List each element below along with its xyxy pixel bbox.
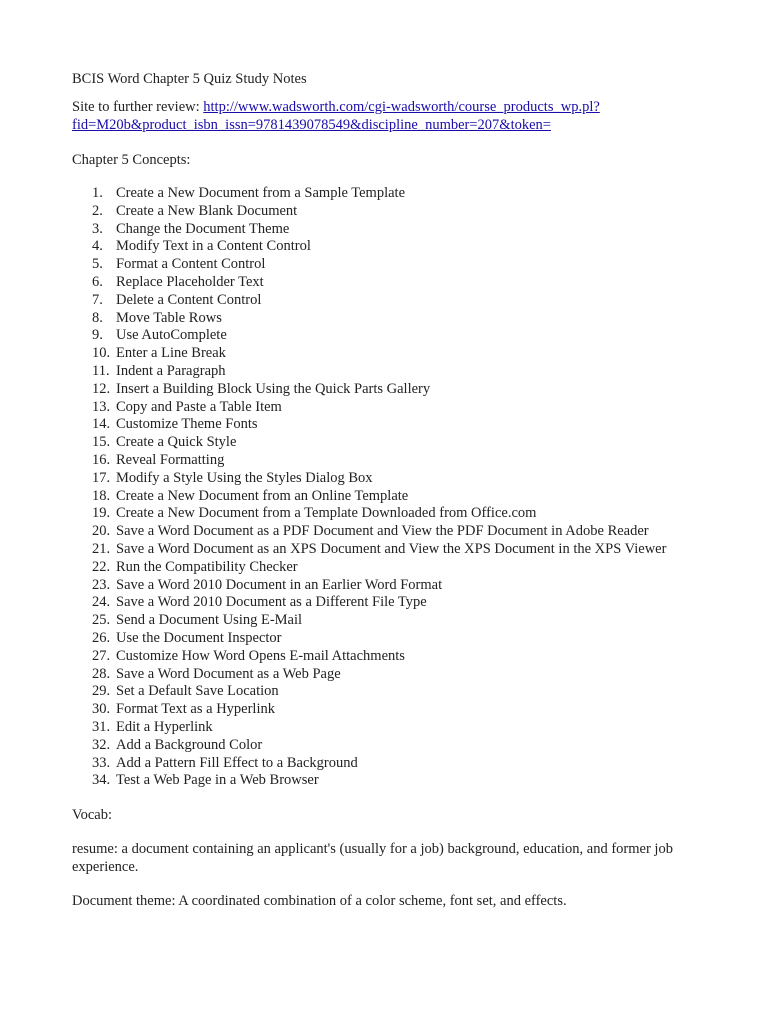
concept-item: [72, 648, 712, 666]
concept-item: [72, 719, 712, 737]
concept-number: 6.: [92, 273, 103, 290]
document-title: BCIS Word Chapter 5 Quiz Study Notes: [72, 71, 307, 87]
concept-text: Create a New Blank Document: [116, 202, 298, 219]
concept-number: 12.: [92, 380, 111, 397]
concept-number: 23.: [92, 576, 111, 593]
concept-number: 16.: [92, 451, 111, 468]
concept-text: Copy and Paste a Table Item: [116, 398, 282, 415]
vocab-entry: resume: a document containing an applicant's (usually for a job) background, education, and former job experience.: [72, 841, 673, 876]
concept-text: Create a New Document from an Online Template: [116, 487, 409, 504]
concept-item: [72, 345, 712, 363]
concept-item: [72, 577, 712, 595]
concept-number: 2.: [92, 202, 103, 219]
concepts-heading: Chapter 5 Concepts:: [72, 152, 191, 168]
concept-item: [72, 505, 712, 523]
concept-text: Send a Document Using E-Mail: [116, 612, 303, 629]
concept-text: Replace Placeholder Text: [116, 273, 264, 290]
concept-item: [72, 185, 712, 203]
concept-text: Test a Web Page in a Web Browser: [116, 772, 319, 789]
concept-item: [72, 488, 712, 506]
concept-item: [72, 737, 712, 755]
concept-text: Reveal Formatting: [116, 451, 225, 468]
concept-item: [72, 274, 712, 292]
vocab-entry: Document theme: A coordinated combination of a color scheme, font set, and effects.: [72, 893, 567, 910]
review-prefix: Site to further review:: [72, 99, 204, 115]
concept-number: 34.: [92, 772, 111, 789]
concept-number: 30.: [92, 701, 111, 718]
concept-number: 28.: [92, 665, 111, 682]
concept-item: [72, 327, 712, 345]
concept-text: Customize Theme Fonts: [116, 416, 258, 433]
concept-number: 17.: [92, 469, 111, 486]
concept-number: 25.: [92, 612, 111, 629]
concept-text: Insert a Building Block Using the Quick Parts Gallery: [116, 380, 431, 397]
concept-text: Indent a Paragraph: [116, 362, 226, 379]
concept-text: Delete a Content Control: [116, 291, 262, 308]
concept-number: 8.: [92, 309, 103, 326]
concept-item: [72, 630, 712, 648]
concept-number: 3.: [92, 220, 103, 237]
review-paragraph: [72, 98, 712, 134]
concept-item: [72, 701, 712, 719]
concept-text: Change the Document Theme: [116, 220, 290, 237]
concept-text: Customize How Word Opens E-mail Attachments: [116, 647, 405, 664]
document-page: [72, 70, 712, 926]
concept-text: Save a Word 2010 Document as a Different File Type: [116, 594, 427, 611]
concept-number: 26.: [92, 629, 111, 646]
concept-number: 20.: [92, 523, 111, 540]
concept-text: Modify Text in a Content Control: [116, 238, 311, 255]
concept-item: [72, 470, 712, 488]
concept-item: [72, 755, 712, 773]
concept-text: Save a Word Document as an XPS Document and View the XPS Document in the XPS Viewer: [116, 540, 667, 557]
concept-text: Create a New Document from a Sample Template: [116, 185, 406, 201]
concept-item: [72, 772, 712, 790]
concept-item: [72, 399, 712, 417]
concept-number: 15.: [92, 434, 111, 451]
concept-text: Move Table Rows: [116, 309, 222, 326]
concept-text: Edit a Hyperlink: [116, 718, 213, 735]
concept-text: Save a Word Document as a PDF Document and View the PDF Document in Adobe Reader: [116, 523, 649, 540]
concept-number: 27.: [92, 647, 111, 664]
concept-item: [72, 221, 712, 239]
concept-text: Save a Word Document as a Web Page: [116, 665, 341, 682]
concept-text: Set a Default Save Location: [116, 683, 279, 700]
concept-text: Add a Pattern Fill Effect to a Background: [116, 754, 358, 771]
concept-number: 32.: [92, 736, 111, 753]
concept-number: 7.: [92, 291, 103, 308]
concept-item: [72, 203, 712, 221]
concept-text: Modify a Style Using the Styles Dialog Box: [116, 469, 373, 486]
concept-text: Create a New Document from a Template Downloaded from Office.com: [116, 505, 537, 522]
concept-text: Run the Compatibility Checker: [116, 558, 298, 575]
concept-text: Use the Document Inspector: [116, 629, 282, 646]
concept-number: 9.: [92, 327, 103, 344]
concept-item: [72, 256, 712, 274]
concept-text: Save a Word 2010 Document in an Earlier Word Format: [116, 576, 443, 593]
concept-number: 22.: [92, 558, 111, 575]
concept-number: 19.: [92, 505, 111, 522]
concept-item: [72, 416, 712, 434]
vocab-list: [72, 840, 712, 910]
concept-number: 10.: [92, 345, 111, 362]
concept-item: [72, 594, 712, 612]
review-link-line1: http://www.wadsworth.com/cgi-wadsworth/course_products_wp.pl?: [203, 99, 600, 115]
concept-item: [72, 559, 712, 577]
concept-item: [72, 683, 712, 701]
vocab-heading: Vocab:: [72, 807, 113, 824]
concept-text: Create a Quick Style: [116, 434, 237, 451]
concept-item: [72, 238, 712, 256]
concept-number: 21.: [92, 540, 111, 557]
concept-number: 5.: [92, 256, 103, 273]
concept-item: [72, 612, 712, 630]
concept-text: Use AutoComplete: [116, 327, 227, 344]
concept-text: Format Text as a Hyperlink: [116, 701, 275, 718]
concept-item: [72, 310, 712, 328]
concept-item: [72, 381, 712, 399]
concept-number: 13.: [92, 398, 111, 415]
concept-item: [72, 452, 712, 470]
concepts-list: [72, 185, 712, 790]
concept-number: 4.: [92, 238, 103, 255]
concept-item: [72, 541, 712, 559]
concept-number: 18.: [92, 487, 111, 504]
concept-number: 1.: [92, 185, 103, 201]
concept-item: [72, 292, 712, 310]
review-link-line2: fid=M20b&product_isbn_issn=9781439078549&discipline_number=207&token=: [72, 117, 551, 133]
concept-item: [72, 434, 712, 452]
concept-number: 14.: [92, 416, 111, 433]
concept-number: 24.: [92, 594, 111, 611]
concept-item: [72, 523, 712, 541]
concept-text: Add a Background Color: [116, 736, 263, 753]
concept-item: [72, 363, 712, 381]
concept-text: Enter a Line Break: [116, 345, 226, 362]
concept-number: 33.: [92, 754, 111, 771]
concept-text: Format a Content Control: [116, 256, 266, 273]
concept-item: [72, 666, 712, 684]
concept-number: 29.: [92, 683, 111, 700]
concept-number: 11.: [92, 362, 110, 379]
concept-number: 31.: [92, 718, 111, 735]
